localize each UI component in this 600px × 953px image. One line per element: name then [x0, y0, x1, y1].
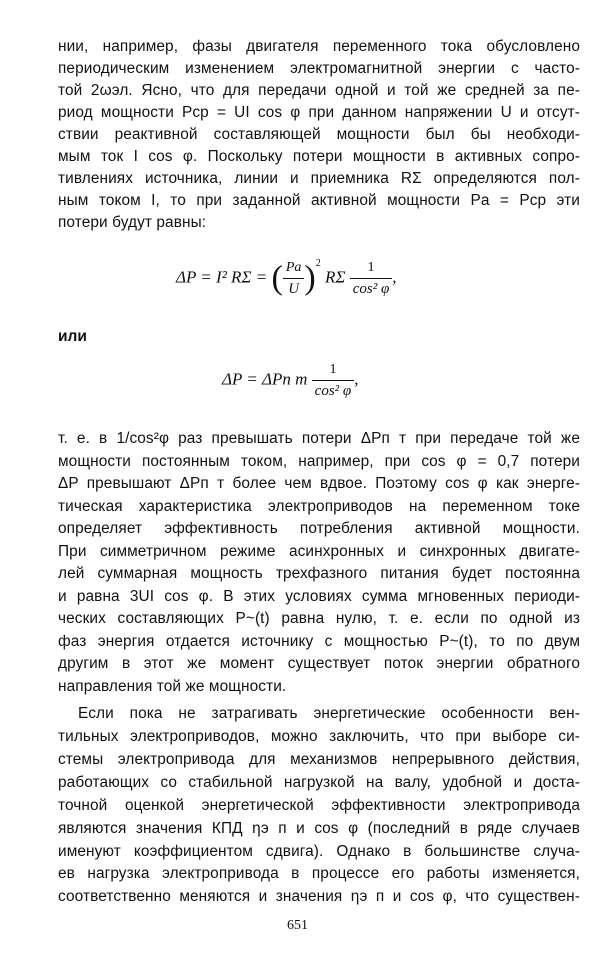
- text-line: тивлениях источника, линии и приемника RΣ определяются пол-: [58, 170, 580, 187]
- text-line: нии, например, фазы двигателя переменного тока обусловлено: [58, 38, 580, 55]
- text-line: ческих составляющих P~(t) равна нулю, т. е. если по одной из: [58, 610, 580, 627]
- text-line: мым ток I cos φ. Поскольку потери мощности в активных сопро-: [58, 148, 580, 165]
- text-line: тическая характеристика электроприводов на переменном токе: [58, 498, 580, 515]
- formula-mid: RΣ: [320, 267, 350, 287]
- text-line: ствии реактивной составляющей мощности был бы необходи-: [58, 126, 580, 143]
- text-line: мощности постоянным током, например, при cos φ = 0,7 потери: [58, 453, 580, 470]
- text-line: и равна 3UI cos φ. В этих условиях сумма мгновенных периоди-: [58, 588, 580, 605]
- text-line: работающих со стабильной нагрузкой на валу, удобной и доста-: [58, 774, 580, 791]
- text-line: Если пока не затрагивать энергетические особенности вен-: [78, 705, 580, 722]
- text-line: определяет эффективность потребления активной мощности.: [58, 520, 580, 537]
- text-line: точной оценкой энергетической эффективности электропривода: [58, 797, 580, 814]
- text-line: ным током I, то при заданной активной мощности Pa = Pср эти: [58, 192, 580, 209]
- text-line: той 2ωэл. Ясно, что для передачи одной и той же средней за пе-: [58, 82, 580, 99]
- formula-loss-dc: ΔP = ΔPп т $\frac{1}{\text{cos² φ}}$ ,: [222, 362, 359, 399]
- text-line: потери будут равны:: [58, 214, 207, 231]
- text-line: являются значения КПД ηэ п и cos φ (последний в ряде случаев: [58, 820, 580, 837]
- text-line: ев нагрузка электропривода в процессе его работы изменяется,: [58, 865, 580, 882]
- text-line: направления той же мощности.: [58, 678, 287, 695]
- fraction: $\frac{1}{\text{cos² φ}}$: [350, 258, 393, 299]
- text-line: т. е. в 1/cos²φ раз превышать потери ΔPп т при передаче той же: [58, 430, 580, 447]
- text-line: периодическим изменением электромагнитной энергии с часто-: [58, 60, 580, 77]
- text-line: лей суммарная мощность трехфазного питания будет постоянна: [58, 565, 580, 582]
- exponent: 2: [315, 257, 321, 269]
- fraction: $\frac{1}{\text{cos² φ}}$: [312, 360, 355, 401]
- text-line: тильных электроприводов, можно заключить, что при выборе си-: [58, 728, 580, 745]
- fraction: $\frac{Pa}{U}$: [283, 258, 305, 299]
- formula-loss-full: ΔP = I² RΣ = ( $\frac{Pa}{U}$ )$^2$ RΣ $\frac{1}{\text{cos² φ}}$ ,: [176, 257, 397, 297]
- text-line: соответственно меняются и значения ηэ п и cos φ, что существен-: [58, 888, 580, 905]
- text-line: другим в этот же момент существует поток энергии обратного: [58, 655, 580, 672]
- text-line: фаз энергия отдается источнику с мощностью P~(t), то по двум: [58, 633, 580, 650]
- text-line: ΔP превышают ΔPп т более чем вдвое. Поэтому cos φ как энерге-: [58, 475, 580, 492]
- text-line: При симметричном режиме асинхронных и синхронных двигате-: [58, 543, 580, 560]
- page-number: 651: [287, 918, 308, 933]
- or-word: или: [58, 328, 87, 345]
- text-line: именуют коэффициентом сдвига). Однако в большинстве случа-: [58, 843, 580, 860]
- text-line: риод мощности Pср = UI cos φ при данном напряжении U и отсут-: [58, 104, 580, 121]
- formula-lhs: ΔP = I² RΣ =: [176, 267, 272, 287]
- text-line: стемы электропривода для механизмов непрерывного действия,: [58, 751, 580, 768]
- formula-lhs: ΔP = ΔPп т: [222, 369, 312, 389]
